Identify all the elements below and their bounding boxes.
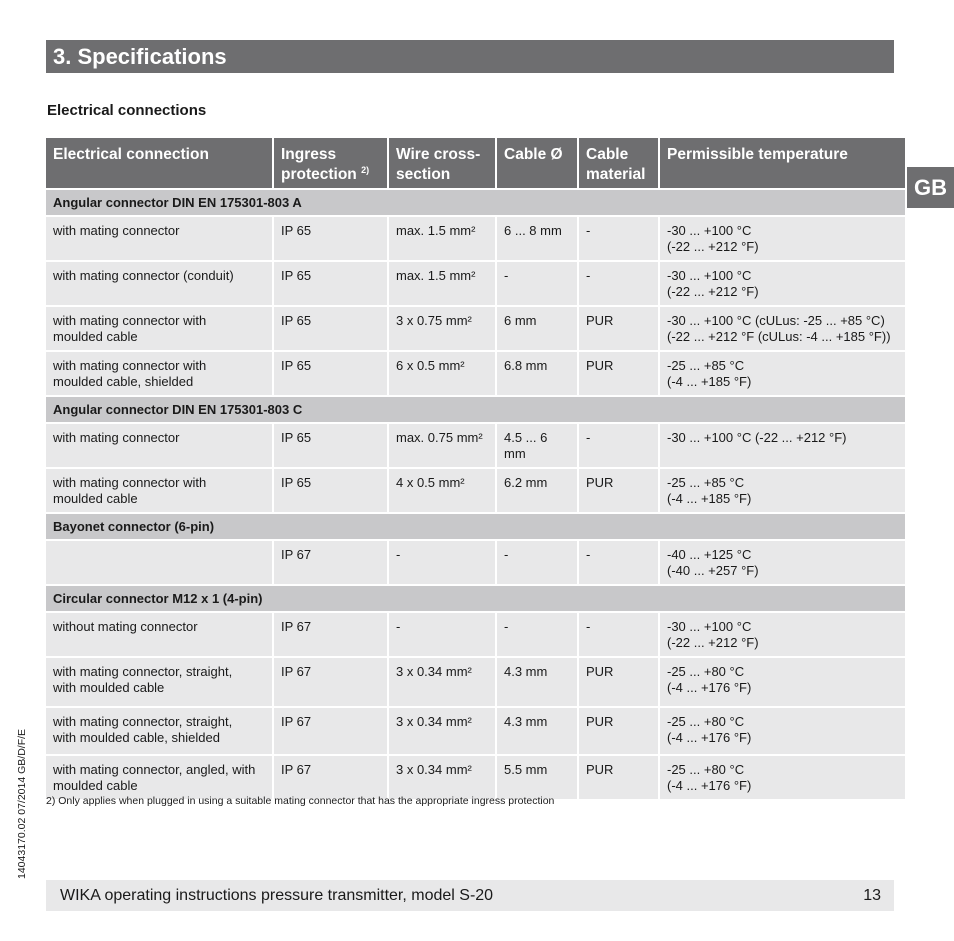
table-cell: 6 x 0.5 mm² [389,352,495,395]
table-cell: max. 1.5 mm² [389,262,495,305]
table-cell: 3 x 0.34 mm² [389,708,495,754]
table-cell: 4.3 mm [497,708,577,754]
table-body [46,190,905,799]
group-title: Bayonet connector (6-pin) [46,514,905,539]
table-cell: IP 65 [274,307,387,350]
table-cell: with mating connector [46,217,272,260]
table-cell: with mating connector with moulded cable [46,307,272,350]
table-row [46,217,905,260]
table-cell: - [579,262,658,305]
table-cell: with mating connector, straight, with moulded cable [46,658,272,706]
table-row [46,469,905,512]
header-electrical-connection: Electrical connection [46,138,272,188]
table-cell: with mating connector (conduit) [46,262,272,305]
table-row [46,352,905,395]
header-permissible-temperature: Permissible temperature [660,138,905,188]
table-cell: max. 1.5 mm² [389,217,495,260]
table-cell: 3 x 0.75 mm² [389,307,495,350]
table-cell: 4.5 ... 6 mm [497,424,577,467]
header-wire-cross-section: Wire cross-section [389,138,495,188]
table-cell [46,541,272,584]
table-cell: 3 x 0.34 mm² [389,658,495,706]
table-cell: IP 67 [274,658,387,706]
table-cell: PUR [579,307,658,350]
group-row [46,397,905,422]
table-cell: -40 ... +125 °C (-40 ... +257 °F) [660,541,905,584]
table-row [46,262,905,305]
group-title: Angular connector DIN EN 175301-803 C [46,397,905,422]
table-cell: PUR [579,658,658,706]
section-title: 3. Specifications [46,40,894,73]
header-ingress-footnote-ref: 2) [361,164,370,175]
table-cell: with mating connector, angled, with moulded cable [46,756,272,799]
table-cell: -30 ... +100 °C (-22 ... +212 °F) [660,613,905,656]
table-row [46,658,905,706]
table-cell: - [497,262,577,305]
table-row [46,541,905,584]
table-cell: 6.8 mm [497,352,577,395]
table-cell: -30 ... +100 °C (-22 ... +212 °F) [660,217,905,260]
table-cell: - [497,613,577,656]
table-cell: -25 ... +80 °C (-4 ... +176 °F) [660,708,905,754]
table-cell: PUR [579,708,658,754]
table-cell: - [389,541,495,584]
group-row [46,190,905,215]
table-cell: IP 65 [274,469,387,512]
table-cell: IP 67 [274,756,387,799]
table-cell: PUR [579,352,658,395]
footnote: 2) Only applies when plugged in using a suitable mating connector that has the appropriate ingress protection [46,795,555,807]
table-cell: - [579,217,658,260]
header-ingress-label: Ingress protection [281,146,357,183]
table-cell: -25 ... +85 °C (-4 ... +185 °F) [660,469,905,512]
table-cell: with mating connector with moulded cable, shielded [46,352,272,395]
table-cell: - [497,541,577,584]
group-row [46,586,905,611]
page-number: 13 [863,887,881,904]
table-cell: -25 ... +80 °C (-4 ... +176 °F) [660,658,905,706]
specifications-table [44,136,907,801]
table-cell: 5.5 mm [497,756,577,799]
table-cell: 6 ... 8 mm [497,217,577,260]
table-row [46,307,905,350]
table-cell: with mating connector, straight, with moulded cable, shielded [46,708,272,754]
group-title: Circular connector M12 x 1 (4-pin) [46,586,905,611]
table-cell: 6 mm [497,307,577,350]
table-row [46,708,905,754]
page-footer [46,880,894,911]
header-ingress-protection [274,138,387,188]
language-tab: GB [907,167,954,208]
header-cable-material: Cable material [579,138,658,188]
table-cell: -30 ... +100 °C (cULus: -25 ... +85 °C) (-22 ... +212 °F (cULus: -4 ... +185 °F)) [660,307,905,350]
table-cell: -25 ... +85 °C (-4 ... +185 °F) [660,352,905,395]
table-cell: 4 x 0.5 mm² [389,469,495,512]
table-cell: PUR [579,756,658,799]
table-cell: - [579,613,658,656]
table-cell: PUR [579,469,658,512]
table-cell: with mating connector with moulded cable [46,469,272,512]
table-cell: 3 x 0.34 mm² [389,756,495,799]
table-cell: 4.3 mm [497,658,577,706]
table-cell: IP 67 [274,541,387,584]
table-cell: -30 ... +100 °C (-22 ... +212 °F) [660,424,905,467]
table-row [46,756,905,799]
footer-text: WIKA operating instructions pressure transmitter, model S-20 [60,887,494,904]
table-cell: max. 0.75 mm² [389,424,495,467]
table-cell: without mating connector [46,613,272,656]
table-row [46,424,905,467]
table-cell: IP 65 [274,424,387,467]
group-row [46,514,905,539]
table-cell: 6.2 mm [497,469,577,512]
table-cell: with mating connector [46,424,272,467]
table-cell: IP 65 [274,352,387,395]
table-cell: IP 65 [274,262,387,305]
table-cell: - [579,541,658,584]
table-cell: -30 ... +100 °C (-22 ... +212 °F) [660,262,905,305]
subheading: Electrical connections [47,102,207,119]
document-code: 14043170.02 07/2014 GB/D/F/E [16,728,28,879]
header-cable-diameter: Cable Ø [497,138,577,188]
table-cell: IP 65 [274,217,387,260]
table-cell: IP 67 [274,613,387,656]
table-cell: - [579,424,658,467]
table-row [46,613,905,656]
table-cell: - [389,613,495,656]
table-cell: -25 ... +80 °C (-4 ... +176 °F) [660,756,905,799]
group-title: Angular connector DIN EN 175301-803 A [46,190,905,215]
table-cell: IP 67 [274,708,387,754]
